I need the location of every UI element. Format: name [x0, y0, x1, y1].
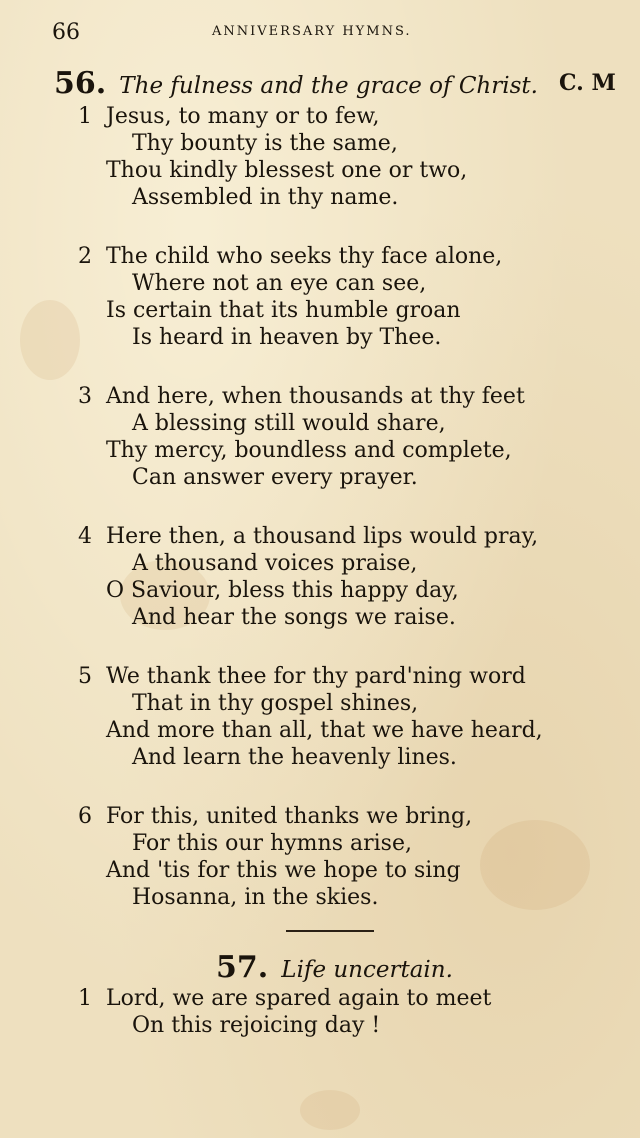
verse-line: O Saviour, bless this happy day, — [106, 578, 459, 603]
hymn-title: The fulness and the grace of Christ. — [119, 73, 538, 99]
verse-line: Is heard in heaven by Thee. — [132, 325, 442, 350]
verse-line: Thy bounty is the same, — [132, 131, 398, 156]
verse-line: And more than all, that we have heard, — [106, 718, 543, 743]
verse-line: Thou kindly blessest one or two, — [106, 158, 468, 183]
paper-stain — [300, 1090, 360, 1130]
hymn-number: 56. — [54, 66, 107, 101]
verse-line: Can answer every prayer. — [132, 465, 418, 490]
section-divider — [286, 930, 374, 932]
paper-stain — [20, 300, 80, 380]
verse-line: A blessing still would share, — [132, 411, 446, 436]
hymn-56-heading — [54, 66, 614, 101]
verse-number: 3 — [78, 384, 92, 409]
verse-line: Thy mercy, boundless and complete, — [106, 438, 512, 463]
page-number: 66 — [52, 20, 80, 45]
hymn-number: 57. — [216, 950, 269, 985]
verse-line: For this, united thanks we bring, — [106, 804, 473, 829]
verse-line: Jesus, to many or to few, — [106, 104, 380, 129]
verse-line: Assembled in thy name. — [132, 185, 399, 210]
verse-line: And learn the heavenly lines. — [132, 745, 457, 770]
verse-number: 1 — [78, 986, 92, 1011]
verse-line: And here, when thousands at thy feet — [106, 384, 525, 409]
verse-line: We thank thee for thy pard'ning word — [106, 664, 526, 689]
running-head: ANNIVERSARY HYMNS. — [212, 24, 412, 39]
page-header — [52, 20, 472, 44]
verse-line: A thousand voices praise, — [132, 551, 418, 576]
verse-number: 4 — [78, 524, 92, 549]
verse-line: And 'tis for this we hope to sing — [106, 858, 461, 883]
verse-line: Lord, we are spared again to meet — [106, 986, 492, 1011]
verse-number: 5 — [78, 664, 92, 689]
verse-line: The child who seeks thy face alone, — [106, 244, 503, 269]
verse-line: Where not an eye can see, — [132, 271, 427, 296]
hymn-title: Life uncertain. — [281, 957, 453, 983]
verse-line: Is certain that its humble groan — [106, 298, 461, 323]
verse-number: 6 — [78, 804, 92, 829]
verse-line: Hosanna, in the skies. — [132, 885, 379, 910]
verse-line: Here then, a thousand lips would pray, — [106, 524, 539, 549]
verse-number: 1 — [78, 104, 92, 129]
hymn-57-heading — [216, 950, 453, 985]
hymn-meter: C. M — [559, 70, 616, 96]
verse-line: And hear the songs we raise. — [132, 605, 456, 630]
verse-line: On this rejoicing day ! — [132, 1013, 381, 1038]
verse-line: For this our hymns arise, — [132, 831, 412, 856]
verse-line: That in thy gospel shines, — [132, 691, 419, 716]
paper-stain — [480, 820, 590, 910]
verse-number: 2 — [78, 244, 92, 269]
